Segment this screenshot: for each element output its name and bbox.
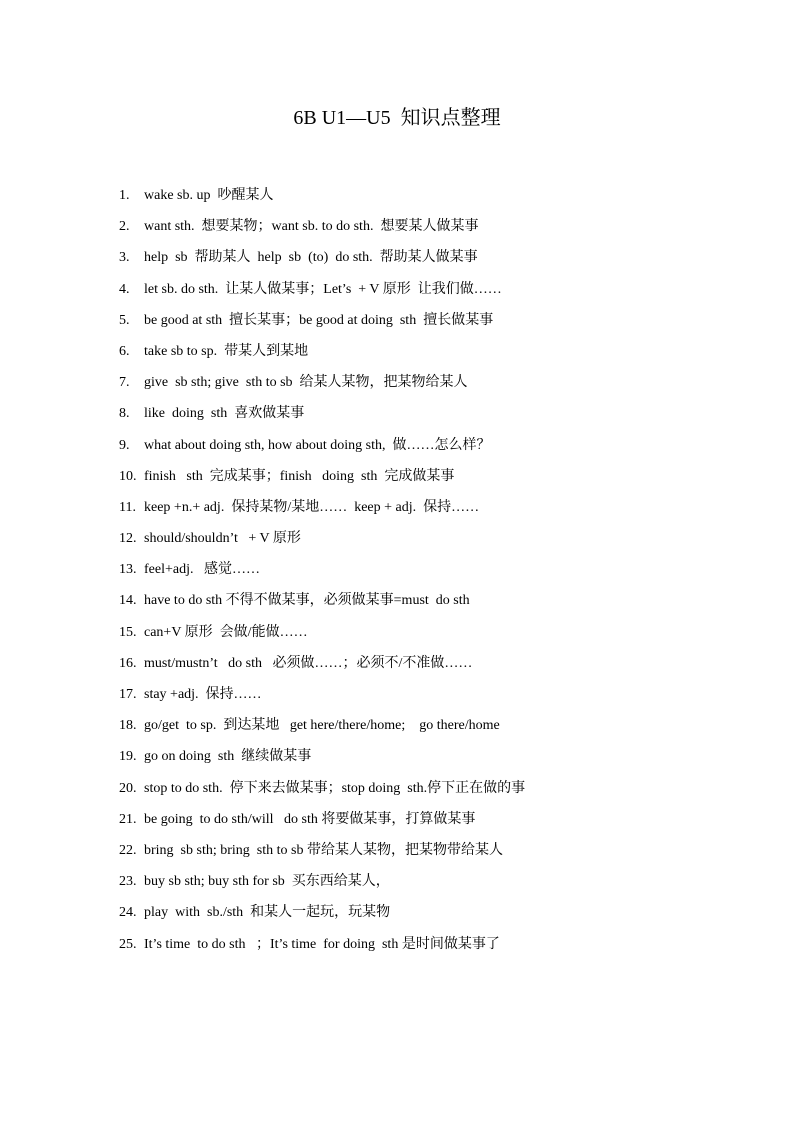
item-number: 7. — [119, 375, 130, 391]
item-number: 10. — [119, 468, 137, 484]
item-text: what about doing sth, how about doing sth, 做……怎么样？ — [144, 437, 491, 453]
item-text: keep +n.+ adj. 保持某物/某地…… keep + adj. 保持…… — [144, 499, 480, 515]
item-text: buy sb sth; buy sth for sb 买东西给某人， — [144, 874, 390, 890]
page-title: 6B U1—U5 知识点整理 — [293, 107, 501, 129]
item-number: 1. — [119, 188, 130, 203]
list-item — [119, 274, 759, 305]
list-item — [119, 336, 759, 367]
list-item — [119, 180, 759, 211]
list-item — [119, 804, 759, 835]
list-item — [119, 492, 759, 523]
item-number: 24. — [119, 905, 137, 921]
item-number: 15. — [119, 624, 137, 640]
item-text: take sb to sp. 带某人到某地 — [144, 343, 309, 359]
list-item — [119, 242, 759, 273]
knowledge-point-list — [119, 180, 759, 960]
list-item — [119, 741, 759, 772]
item-number: 20. — [119, 780, 137, 796]
item-number: 25. — [119, 936, 137, 952]
item-number: 23. — [119, 874, 137, 890]
item-number: 11. — [119, 499, 136, 515]
item-text: go on doing sth 继续做某事 — [144, 749, 312, 765]
item-text: bring sb sth; bring sth to sb 带给某人某物，把某物带给某人 — [144, 842, 503, 858]
item-text: be good at sth 擅长某事；be good at doing sth 擅长做某事 — [144, 312, 494, 328]
item-number: 14. — [119, 593, 137, 609]
item-text: like doing sth 喜欢做某事 — [144, 406, 305, 422]
item-number: 8. — [119, 406, 130, 422]
list-item — [119, 585, 759, 616]
item-text: stop to do sth. 停下来去做某事；stop doing sth.停下正在做的事 — [144, 780, 526, 796]
list-item — [119, 367, 759, 398]
list-item — [119, 461, 759, 492]
item-text: stay +adj. 保持…… — [144, 687, 262, 702]
list-item — [119, 897, 759, 928]
list-item — [119, 398, 759, 429]
item-text: should/shouldn’t + V 原形 — [144, 531, 301, 547]
item-number: 5. — [119, 312, 130, 328]
item-text: have to do sth 不得不做某事，必须做某事=must do sth — [144, 593, 470, 609]
list-item — [119, 211, 759, 242]
item-number: 3. — [119, 250, 130, 266]
item-text: must/mustn’t do sth 必须做……；必须不/不准做…… — [144, 655, 473, 671]
item-text: wake sb. up 吵醒某人 — [144, 188, 274, 203]
list-item — [119, 866, 759, 897]
list-item — [119, 305, 759, 336]
item-number: 4. — [119, 281, 130, 297]
list-item — [119, 617, 759, 648]
item-number: 22. — [119, 842, 137, 858]
item-number: 21. — [119, 811, 137, 827]
item-text: play with sb./sth 和某人一起玩，玩某物 — [144, 905, 391, 921]
list-item — [119, 835, 759, 866]
list-item — [119, 679, 759, 710]
list-item — [119, 554, 759, 585]
item-text: It’s time to do sth ；It’s time for doing sth 是时间做某事了 — [144, 936, 500, 952]
list-item — [119, 773, 759, 804]
list-item — [119, 523, 759, 554]
item-number: 16. — [119, 655, 137, 671]
list-item — [119, 929, 759, 960]
item-number: 6. — [119, 343, 130, 359]
list-item — [119, 430, 759, 461]
item-text: feel+adj. 感觉…… — [144, 562, 260, 578]
item-number: 19. — [119, 749, 137, 765]
item-text: can+V 原形 会做/能做…… — [144, 624, 308, 640]
item-number: 9. — [119, 437, 130, 453]
item-text: help sb 帮助某人 help sb (to) do sth. 帮助某人做某事 — [144, 250, 478, 266]
list-item — [119, 710, 759, 741]
item-text: be going to do sth/will do sth 将要做某事，打算做某事 — [144, 811, 476, 827]
item-text: finish sth 完成某事；finish doing sth 完成做某事 — [144, 468, 455, 484]
item-number: 17. — [119, 687, 137, 702]
item-text: give sb sth; give sth to sb 给某人某物，把某物给某人 — [144, 375, 468, 391]
item-number: 18. — [119, 718, 137, 734]
list-item — [119, 648, 759, 679]
item-text: let sb. do sth. 让某人做某事；Let’s + V 原形 让我们做…… — [144, 281, 502, 297]
item-text: go/get to sp. 到达某地 get here/there/home; go there/home — [144, 718, 500, 734]
item-number: 2. — [119, 219, 130, 235]
item-text: want sth. 想要某物；want sb. to do sth. 想要某人做某事 — [144, 219, 479, 235]
item-number: 12. — [119, 531, 137, 547]
item-number: 13. — [119, 562, 137, 578]
